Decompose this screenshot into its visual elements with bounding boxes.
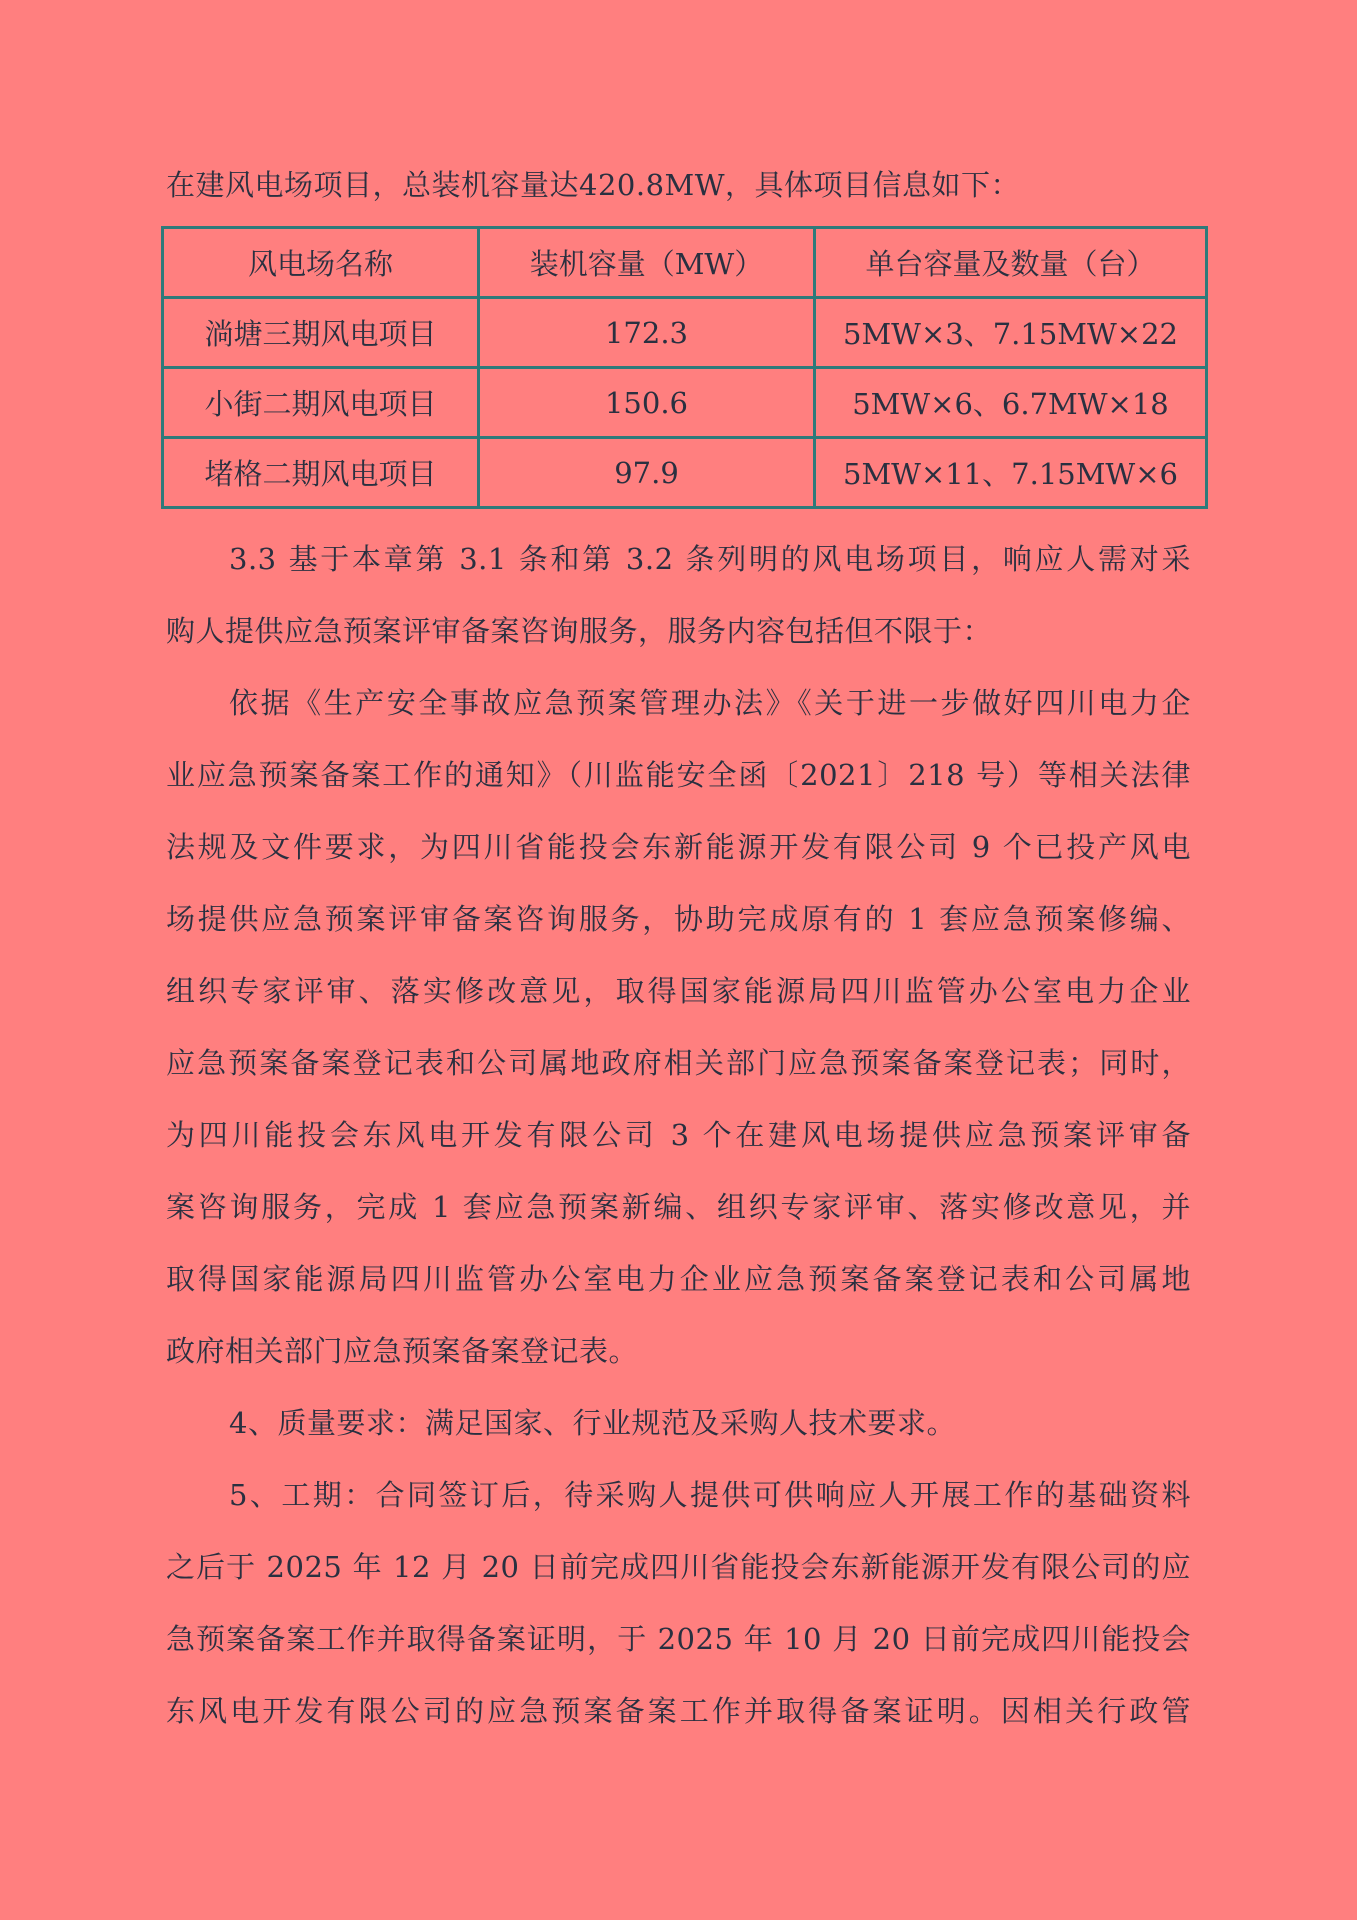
paragraph-line: 为四川能投会东风电开发有限公司 3 个在建风电场提供应急预案评审备 (166, 1118, 1191, 1152)
paragraph-line: 业应急预案备案工作的通知》（川监能安全函〔2021〕218 号）等相关法律 (166, 758, 1191, 792)
table-cell: 堵格二期风电项目 (163, 438, 479, 508)
table-cell: 5MW×3、7.15MW×22 (815, 298, 1207, 368)
table-cell: 150.6 (479, 368, 815, 438)
table-row (163, 298, 1207, 368)
table-header-cell: 装机容量（MW） (479, 228, 815, 298)
table-cell: 5MW×6、6.7MW×18 (815, 368, 1207, 438)
table-cell: 172.3 (479, 298, 815, 368)
table-row (163, 368, 1207, 438)
paragraph-line: 东风电开发有限公司的应急预案备案工作并取得备案证明。因相关行政管 (166, 1694, 1191, 1728)
paragraph-line: 案咨询服务，完成 1 套应急预案新编、组织专家评审、落实修改意见，并 (166, 1190, 1191, 1224)
table-cell: 97.9 (479, 438, 815, 508)
paragraph-line: 取得国家能源局四川监管办公室电力企业应急预案备案登记表和公司属地 (166, 1262, 1191, 1296)
paragraph-line: 应急预案备案登记表和公司属地政府相关部门应急预案备案登记表；同时， (166, 1046, 1191, 1080)
paragraph-line: 政府相关部门应急预案备案登记表。 (166, 1334, 639, 1368)
paragraph-line: 之后于 2025 年 12 月 20 日前完成四川省能投会东新能源开发有限公司的应 (166, 1550, 1191, 1584)
table-cell: 5MW×11、7.15MW×6 (815, 438, 1207, 508)
paragraph-line: 场提供应急预案评审备案咨询服务，协助完成原有的 1 套应急预案修编、 (166, 902, 1191, 936)
paragraph-line: 急预案备案工作并取得备案证明，于 2025 年 10 月 20 日前完成四川能投会 (166, 1622, 1191, 1656)
paragraph-line: 3.3 基于本章第 3.1 条和第 3.2 条列明的风电场项目，响应人需对采 (229, 542, 1191, 576)
paragraph-line: 依据《生产安全事故应急预案管理办法》《关于进一步做好四川电力企 (229, 686, 1191, 720)
paragraph-line: 5、工期：合同签订后，待采购人提供可供响应人开展工作的基础资料 (229, 1478, 1191, 1512)
intro-line: 在建风电场项目，总装机容量达420.8MW，具体项目信息如下： (166, 168, 1021, 202)
quality-requirement: 4、质量要求：满足国家、行业规范及采购人技术要求。 (229, 1406, 956, 1440)
table-header-cell: 风电场名称 (163, 228, 479, 298)
paragraph-line: 法规及文件要求，为四川省能投会东新能源开发有限公司 9 个已投产风电 (166, 830, 1191, 864)
paragraph-line: 组织专家评审、落实修改意见，取得国家能源局四川监管办公室电力企业 (166, 974, 1191, 1008)
paragraph-line: 购人提供应急预案评审备案咨询服务，服务内容包括但不限于： (166, 614, 993, 648)
table-row (163, 438, 1207, 508)
wind-farm-table (161, 226, 1208, 509)
table-cell: 淌塘三期风电项目 (163, 298, 479, 368)
table-header-cell: 单台容量及数量（台） (815, 228, 1207, 298)
table-header-row (163, 228, 1207, 298)
table-cell: 小街二期风电项目 (163, 368, 479, 438)
